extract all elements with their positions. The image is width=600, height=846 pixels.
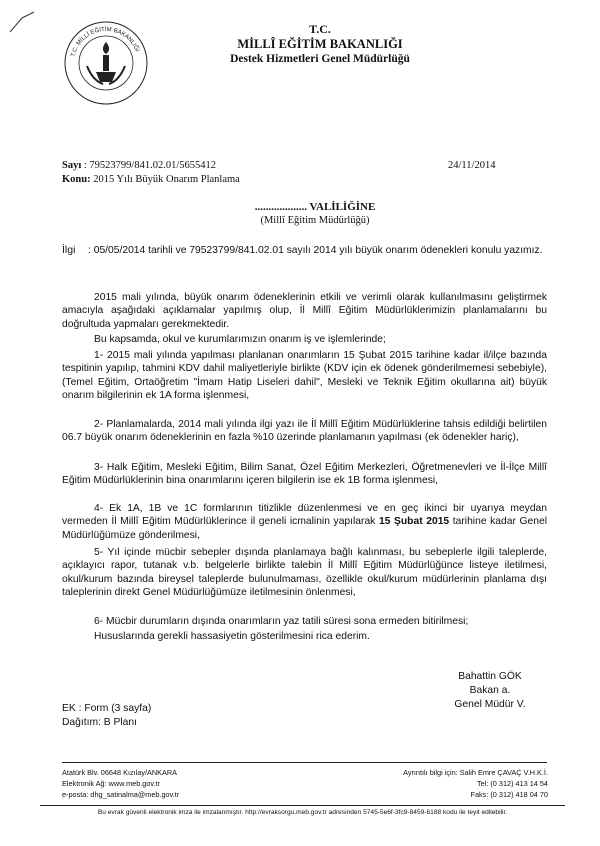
konu-value: 2015 Yılı Büyük Onarım Planlama <box>93 174 240 185</box>
footer-divider <box>62 762 547 763</box>
paragraph-scope: Bu kapsamda, okul ve kurumlarımızın onarım iş ve işlemlerinde; <box>94 334 386 345</box>
konu-line <box>62 174 240 185</box>
sayi-label: Sayı <box>62 160 82 171</box>
sayi-line <box>62 160 216 171</box>
attachment-line: EK : Form (3 sayfa) <box>62 703 152 714</box>
item-4-deadline: 15 Şubat 2015 <box>378 516 450 528</box>
header-ministry: MİLLÎ EĞİTİM BAKANLIĞI <box>237 37 403 51</box>
signatory-name: Bahattin GÖK <box>458 671 522 682</box>
paragraph-intro: 2015 mali yılında, büyük onarım ödeneklerinin etkili ve verimli olarak kullanılmasını geliştirmek amacıyla aşağıdaki açıklamalar yapılmış olup, İl Millî Eğitim Müdürlüklerimizin planlamalarını bu doğrultuda yapmaları gerekmektedir. <box>62 292 547 330</box>
footer-web: Elektronik Ağ: www.meb.gov.tr <box>62 779 161 788</box>
sayi-value: : 79523799/841.02.01/5655412 <box>83 160 217 171</box>
footer-contact: Ayrıntılı bilgi için: Salih Emre ÇAVAÇ V.H.K.İ. <box>403 768 548 777</box>
signatory-title-2: Genel Müdür V. <box>454 699 526 710</box>
konu-label: Konu: <box>62 174 91 185</box>
signature-block <box>430 670 550 712</box>
footer-divider-2 <box>40 805 565 806</box>
item-4-text-a: 4- Ek 1A, 1B ve 1C formlarının titizlikle düzenlenmesi ve en geç ikinci bir uyarıya meydan vermeden İl Millî Eğitim Müdürlüklerince il geneli icmalinin yapılarak <box>62 503 547 528</box>
distribution-line: Dağıtım: B Planı <box>62 717 137 728</box>
header-directorate: Destek Hizmetleri Genel Müdürlüğü <box>230 53 410 65</box>
item-3: 3- Halk Eğitim, Mesleki Eğitim, Bilim Sanat, Özel Eğitim Merkezleri, Öğretmenevleri ve İl-İlçe Millî Eğitim Müdürlüklerinin bina onarımlarını içeren bilgilerin ise ek 1B forma işlenmesi, <box>62 462 547 487</box>
ministry-logo <box>63 20 149 106</box>
ilgi-text: : 05/05/2014 tarihli ve 79523799/841.02.01 sayılı 2014 yılı büyük onarım ödenekleri konulu yazımız. <box>88 245 543 256</box>
ilgi-label: İlgi <box>62 244 76 256</box>
item-2: 2- Planlamalarda, 2014 mali yılında ilgi yazı ile İl Millî Eğitim Müdürlüklerine tahsis edildiği belirtilen 06.7 büyük onarım ödeneklerinin en fazla %10 üzerinde planlamanın yapılması (ek ödenekler hariç), <box>62 419 547 444</box>
item-1: 1- 2015 mali yılında yapılması planlanan onarımların 15 Şubat 2015 tarihine kadar il/ilçe bazında tespitinin yapılıp, tahmini KDV dahil maliyetleriyle birlikte (KDV için ek ödenek gönderilmemesi sebebiyle), (Temel Eğitim, Ortaöğretim "İmam Hatip Liseleri dahil", Mesleki ve Teknik Eğitim okullarına ait) büyük onarım bilgilerinin ek 1A forma işlenmesi, <box>62 350 547 401</box>
footer-fax: Faks: (0 312) 418 04 70 <box>470 790 548 799</box>
header-tc: T.C. <box>309 22 331 36</box>
svg-text:T.C. MİLLÎ EĞİTİM BAKANLIĞI: T.C. MİLLÎ EĞİTİM BAKANLIĞI <box>70 26 140 58</box>
signatory-title-1: Bakan a. <box>469 685 511 696</box>
footer-address: Atatürk Blv. 06648 Kızılay/ANKARA <box>62 768 178 777</box>
footer-left <box>62 767 179 800</box>
closing-request: Hususlarında gerekli hassasiyetin gösterilmesini rica ederim. <box>94 631 370 642</box>
item-4 <box>62 502 547 542</box>
document-date: 24/11/2014 <box>448 160 496 171</box>
footer-right <box>330 767 548 800</box>
footer-tel: Tel: (0 312) 413 14 54 <box>477 779 548 788</box>
addressee-subline: (Millî Eğitim Müdürlüğü) <box>260 215 370 226</box>
footer-email: e-posta: dhg_satinalma@meb.gov.tr <box>62 790 180 799</box>
corner-mark <box>8 8 38 34</box>
item-6: 6- Mücbir durumların dışında onarımların yaz tatili süresi sona ermeden bitirilmesi; <box>94 616 469 627</box>
item-4-text-b: tarihine kadar Genel Müdürlüğümüze gönderilmesi, <box>62 516 548 541</box>
item-5: 5- Yıl içinde mücbir sebepler dışında planlamaya bağlı kalınması, bu sebeplerle ilgili taleplerde, açıklayıcı rapor, tutanak v.b. belgelerle birlikte talebin İl Millî Eğitim Müdürlüğünce listeye iletilmesi, okul/kurum bazında bireysel taleplerde bulunulmaması, özellikle okul/kurum müdürlerinin planlama dışı taleplerinin direkt Genel Müdürlüğümüze iletilmesinin önlenmesi, <box>62 547 547 598</box>
addressee-line: ................... VALİLİĞİNE <box>254 201 376 213</box>
verification-note: Bu evrak güvenli elektronik imza ile imzalanmıştır. http://evraksorgu.meb.gov.tr adresinden 5745-5e6f-3fc9-8459-6188 kodu ile teyit edilebilir. <box>97 809 508 816</box>
